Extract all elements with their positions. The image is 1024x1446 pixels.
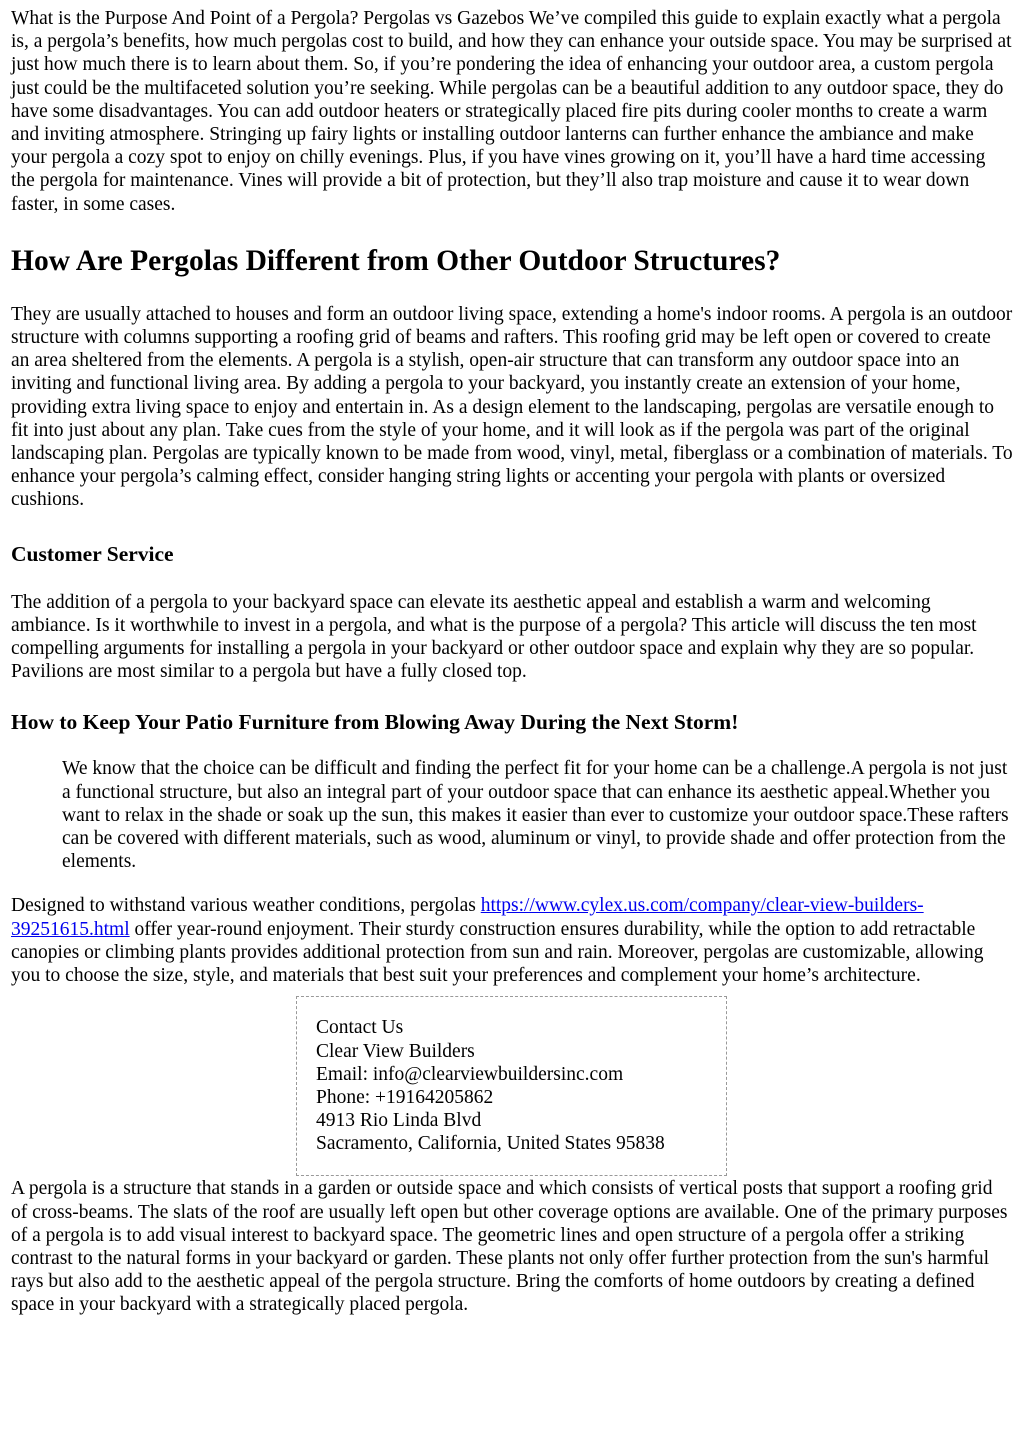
contact-phone: Phone: +19164205862 <box>316 1086 494 1108</box>
contact-email: Email: info@clearviewbuildersinc.com <box>316 1063 624 1085</box>
heading-pergolas-different: How Are Pergolas Different from Other Outdoor Structures? <box>11 244 781 277</box>
contact-city: Sacramento, California, United States 95838 <box>316 1133 665 1155</box>
cylex-company-link[interactable]: https://www.cylex.us.com/company/clear-view-builders-39251615.html <box>11 895 924 940</box>
contact-company: Clear View Builders <box>316 1040 475 1062</box>
weather-text-after-link: offer year-round enjoyment. Their sturdy construction ensures durability, while the option to add retractable canopies or climbing plants provides additional protection from sun and rain. Moreover, pergolas are customizable, allowing you to choose the size, style, and materials that best suit your preferences and complement your home’s architecture. <box>11 918 984 987</box>
closing-paragraph: A pergola is a structure that stands in a garden or outside space and which consists of vertical posts that support a roofing grid of cross-beams. The slats of the roof are usually left open but other coverage options are available. One of the primary purposes of a pergola is to add visual interest to backyard space. The geometric lines and open structure of a pergola offer a striking contrast to the natural forms in your backyard or garden. These plants not only offer further protection from the sun's harmful rays but also add to the aesthetic appeal of the pergola structure. Bring the comforts of home outdoors by creating a defined space in your backyard with a strategically placed pergola. <box>11 1178 1008 1316</box>
intro-paragraph: What is the Purpose And Point of a Pergola? Pergolas vs Gazebos We’ve compiled this guide to explain exactly what a pergola is, a pergola’s benefits, how much pergolas cost to build, and how they can enhance your outside space. You may be surprised at just how much there is to learn about them. So, if you’re pondering the idea of enhancing your outdoor area, a custom pergola just could be the multifaceted solution you’re seeking. While pergolas can be a beautiful addition to any outdoor space, they do have some disadvantages. You can add outdoor heaters or strategically placed fire pits during cooler months to create a warm and inviting atmosphere. Stringing up fairy lights or installing outdoor lanterns can further enhance the ambiance and make your pergola a cozy spot to enjoy on chilly evenings. Plus, if you have vines growing on it, you’ll have a hard time accessing the pergola for maintenance. Vines will provide a bit of protection, but they’ll also trap moisture and cause it to wear down faster, in some cases. <box>11 8 1012 215</box>
heading-patio-furniture: How to Keep Your Patio Furniture from Blowing Away During the Next Storm! <box>11 710 739 735</box>
structures-paragraph: They are usually attached to houses and form an outdoor living space, extending a home's indoor rooms. A pergola is an outdoor structure with columns supporting a roofing grid of beams and rafters. This roofing grid may be left open or covered to create an area sheltered from the elements. A pergola is a stylish, open-air structure that can transform any outdoor space into an inviting and functional living area. By adding a pergola to your backyard, you instantly create an extension of your home, providing extra living space to enjoy and entertain in. As a design element to the landscaping, pergolas are versatile enough to fit into just about any plan. Take cues from the style of your home, and it will look as if the pergola was part of the original landscaping plan. Pergolas are typically known to be made from wood, vinyl, metal, fiberglass or a combination of materials. To enhance your pergola’s calming effect, consider hanging string lights or accenting your pergola with plants or oversized cushions. <box>11 303 1013 511</box>
blockquote-choice <box>62 757 1013 873</box>
customer-service-paragraph: The addition of a pergola to your backyard space can elevate its aesthetic appeal and establish a warm and welcoming ambiance. Is it worthwhile to invest in a pergola, and what is the purpose of a pergola? This article will discuss the ten most compelling arguments for installing a pergola in your backyard or other outdoor space and explain why they are so popular. Pavilions are most similar to a pergola but have a fully closed top. <box>11 591 977 683</box>
weather-paragraph <box>11 894 1013 987</box>
contact-title: Contact Us <box>316 1017 404 1039</box>
weather-text-before-link: Designed to withstand various weather conditions, pergolas <box>11 895 481 917</box>
contact-street: 4913 Rio Linda Blvd <box>316 1110 482 1132</box>
heading-customer-service: Customer Service <box>11 541 174 566</box>
contact-box <box>296 996 727 1176</box>
blockquote-text: We know that the choice can be difficult and finding the perfect fit for your home can be a challenge.A pergola is not just a functional structure, but also an integral part of your outdoor space that can enhance its aesthetic appeal.Whether you want to relax in the shade or soak up the sun, this makes it easier than ever to customize your outdoor space.These rafters can be covered with different materials, such as wood, aluminum or vinyl, to provide shade and offer protection from the elements. <box>62 758 1009 873</box>
